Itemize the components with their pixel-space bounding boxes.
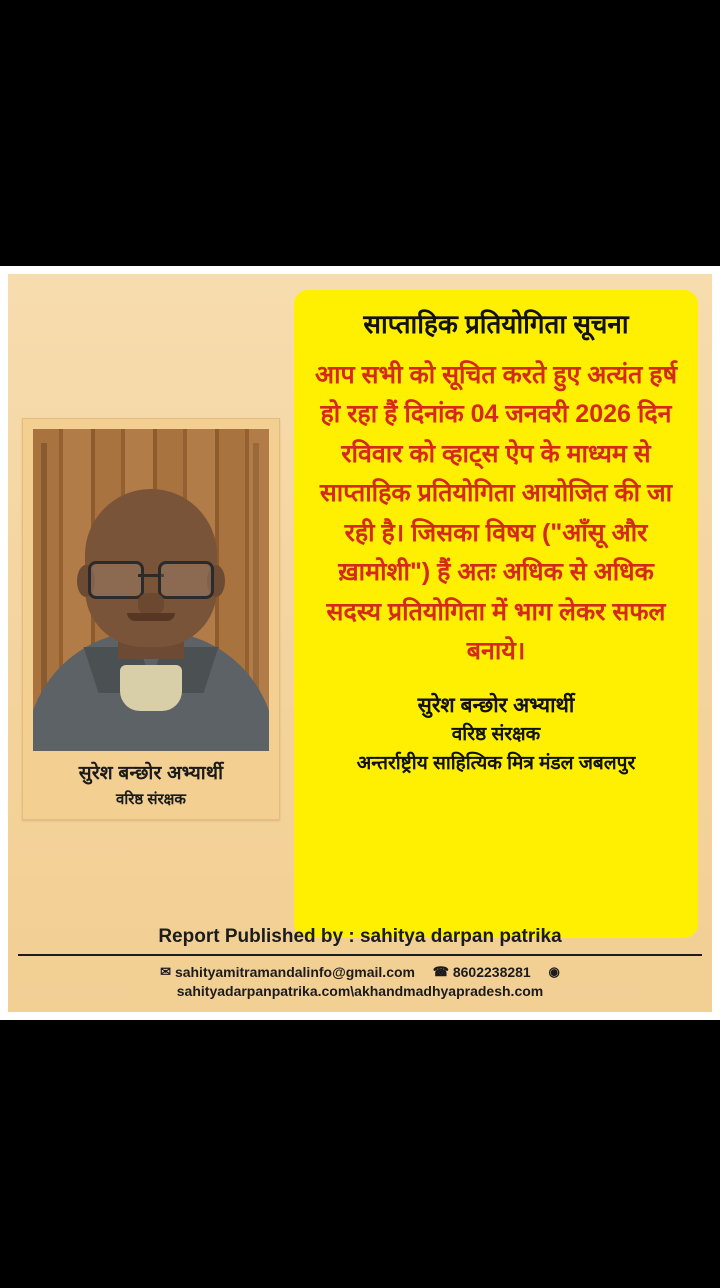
footer-divider — [18, 954, 702, 956]
glasses-icon — [88, 561, 214, 595]
author-portrait — [33, 429, 269, 751]
phone-icon: ☎ — [432, 964, 449, 979]
footer-published-by: Report Published by : sahitya darpan patrika — [158, 926, 562, 947]
notice-signature-organisation: अन्तर्राष्ट्रीय साहित्यिक मित्र मंडल जबलपुर — [356, 752, 636, 774]
author-photo-card — [22, 418, 280, 820]
nose-shape — [138, 593, 164, 615]
poster — [8, 274, 712, 1012]
footer-contact-row — [8, 962, 712, 983]
lens-right-shape — [158, 561, 214, 599]
notice-signature-role: वरिष्ठ संरक्षक — [451, 724, 541, 746]
lens-left-shape — [88, 561, 144, 599]
notice-title: साप्ताहिक प्रतियोगिता सूचना — [363, 309, 629, 339]
author-role: वरिष्ठ संरक्षक — [116, 791, 186, 808]
poster-footer — [8, 920, 712, 1012]
notice-card — [294, 290, 698, 938]
envelope-icon: ✉ — [160, 964, 172, 979]
author-name: सुरेश बन्छोर अभ्यार्थी — [78, 763, 224, 784]
head-shape — [85, 489, 217, 647]
notice-signature-name: सुरेश बन्छोर अभ्यार्थी — [417, 693, 575, 717]
poster-frame — [0, 266, 720, 1020]
footer-email: sahityamitramandalinfo@gmail.com — [174, 964, 415, 980]
poster-body — [22, 290, 698, 950]
mouth-shape — [127, 613, 175, 621]
globe-icon: ◉ — [548, 964, 560, 979]
notice-body-text: आप सभी को सूचित करते हुए अत्यंत हर्ष हो रहा हैं दिनांक 04 जनवरी 2026 दिन रविवार को व्हाट्स ऐप के माध्यम से साप्ताहिक प्रतियोगिता आयोजित की जा रही है। जिसका विषय ("आँसू और ख़ामोशी") हैं अतः अधिक से अधिक सदस्य प्रतियोगिता में भाग लेकर सफल बनाये। — [314, 360, 678, 666]
person-figure — [33, 551, 269, 751]
footer-phone: 8602238281 — [452, 964, 531, 980]
shirt-shape — [120, 665, 182, 711]
footer-website: sahityadarpanpatrika.com\akhandmadhyapradesh.com — [176, 982, 544, 999]
